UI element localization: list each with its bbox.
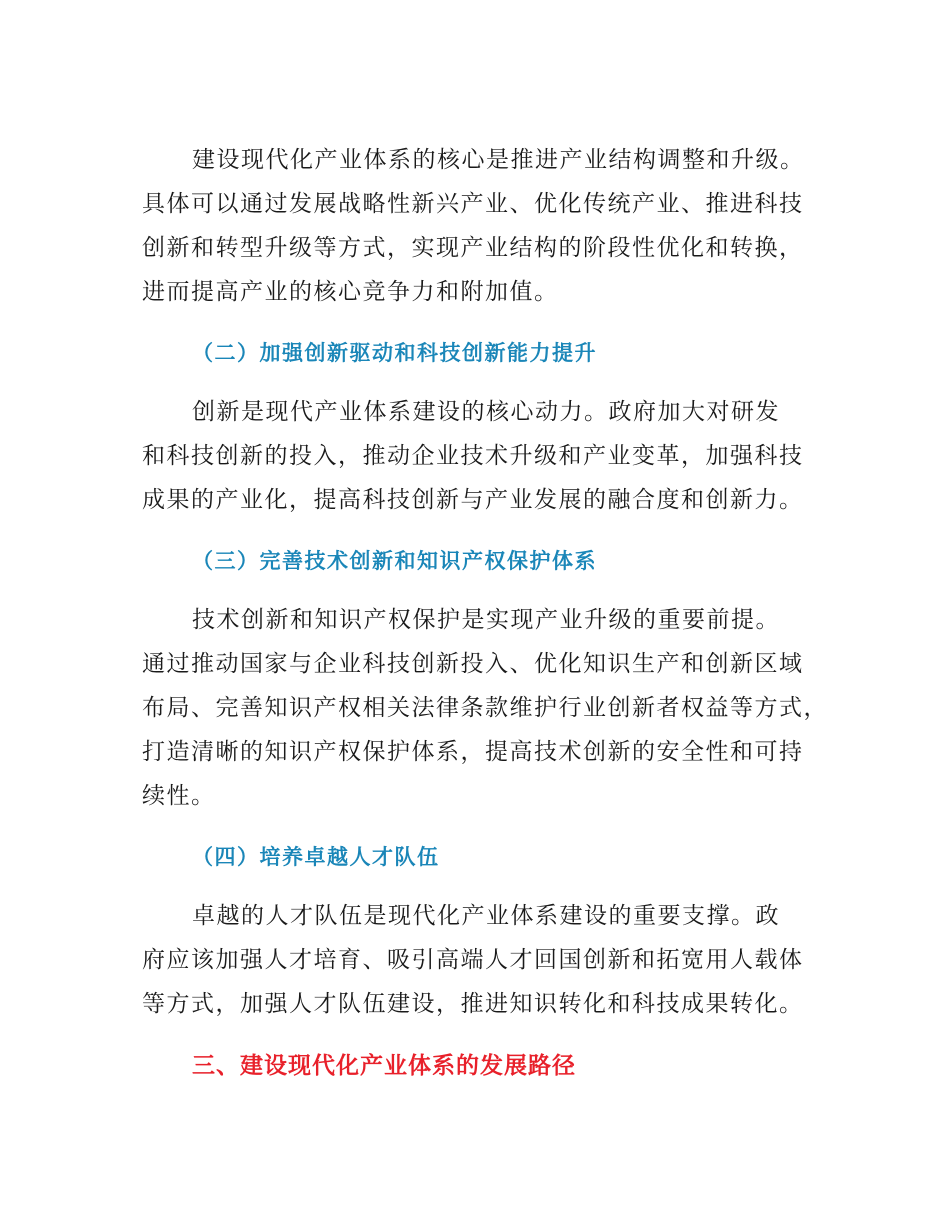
subheading-innovation-driven: （二）加强创新驱动和科技创新能力提升 [192, 340, 597, 365]
paragraph-talent [142, 894, 832, 1026]
paragraph-line: 等方式，加强人才队伍建设，推进知识转化和科技成果转化。 [142, 991, 804, 1017]
paragraph-ip-protection [142, 598, 832, 818]
paragraph-line: 通过推动国家与企业科技创新投入、优化知识生产和创新区域 [142, 651, 804, 677]
subheading-talent: （四）培养卓越人才队伍 [192, 844, 440, 869]
paragraph-line: 具体可以通过发展战略性新兴产业、优化传统产业、推进科技 [142, 191, 804, 217]
paragraph-line: 府应该加强人才培育、吸引高端人才回国创新和拓宽用人载体 [142, 947, 804, 973]
paragraph-line: 卓越的人才队伍是现代化产业体系建设的重要支撑。政 [192, 903, 780, 929]
paragraph-line: 创新是现代产业体系建设的核心动力。政府加大对研发 [192, 399, 780, 425]
paragraph-line: 打造清晰的知识产权保护体系，提高技术创新的安全性和可持 [142, 739, 804, 765]
paragraph-line: 建设现代化产业体系的核心是推进产业结构调整和升级。 [192, 147, 805, 173]
section-heading-development-path: 三、建设现代化产业体系的发展路径 [192, 1053, 576, 1079]
paragraph-industrial-structure [142, 138, 832, 314]
paragraph-line: 进而提高产业的核心竞争力和附加值。 [142, 279, 559, 305]
paragraph-line: 成果的产业化，提高科技创新与产业发展的融合度和创新力。 [142, 487, 804, 513]
paragraph-line: 创新和转型升级等方式，实现产业结构的阶段性优化和转换， [142, 235, 804, 261]
paragraph-line: 技术创新和知识产权保护是实现产业升级的重要前提。 [192, 607, 780, 633]
subheading-ip-protection: （三）完善技术创新和知识产权保护体系 [192, 548, 597, 573]
paragraph-line: 布局、完善知识产权相关法律条款维护行业创新者权益等方式， [142, 695, 828, 721]
paragraph-innovation [142, 390, 832, 522]
paragraph-line: 续性。 [142, 783, 216, 809]
paragraph-line: 和科技创新的投入，推动企业技术升级和产业变革，加强科技 [142, 443, 804, 469]
